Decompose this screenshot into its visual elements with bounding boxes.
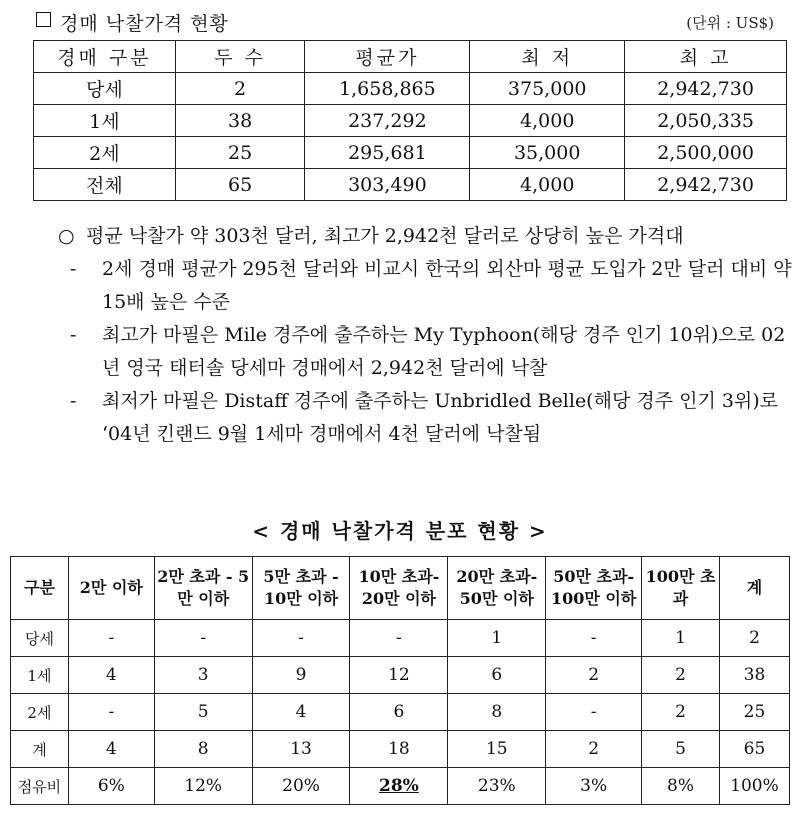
table-cell: 2: [642, 657, 720, 694]
table-cell: 38: [175, 105, 305, 137]
table-cell: 12%: [154, 768, 252, 805]
table-cell: -: [546, 694, 642, 731]
table-cell: 295,681: [305, 137, 470, 169]
column-header: 100만 초과: [642, 557, 720, 620]
bullet-main: [58, 220, 798, 253]
table-cell: 2,942,730: [625, 169, 787, 201]
distribution-table-title: < 경매 낙찰가격 분포 현황 >: [252, 519, 548, 543]
section-title: 경매 낙찰가격 현황: [60, 13, 229, 35]
summary-bullets: [58, 220, 798, 451]
row-label: 전체: [34, 169, 176, 201]
table-cell: 1: [642, 620, 720, 657]
bullet-sub-text: 최고가 마필은 Mile 경주에 출주하는 My Typhoon(해당 경주 인기 10위)으로 02년 영국 태터솔 당세마 경매에서 2,942천 달러에 낙찰: [102, 324, 786, 379]
table-cell: 8: [154, 731, 252, 768]
table-cell: 6: [350, 694, 448, 731]
table-cell: 2: [642, 694, 720, 731]
table-cell: 25: [175, 137, 305, 169]
table-cell: 25: [719, 694, 789, 731]
table-row: [34, 105, 787, 137]
table-cell: 4,000: [470, 169, 625, 201]
table-cell: 8: [448, 694, 546, 731]
table-header-row: [11, 557, 790, 620]
table-cell: 237,292: [305, 105, 470, 137]
price-distribution-table: [10, 556, 790, 805]
column-header: 구분: [11, 557, 69, 620]
table-cell: 2,500,000: [625, 137, 787, 169]
table-cell: -: [252, 620, 350, 657]
table-cell: 2: [546, 731, 642, 768]
table-cell: 38: [719, 657, 789, 694]
table-cell: 23%: [448, 768, 546, 805]
table-cell: -: [154, 620, 252, 657]
unit-label: (단위 : US$): [686, 14, 774, 32]
column-header: 2만 이하: [68, 557, 154, 620]
bullet-main-text: 평균 낙찰가 약 303천 달러, 최고가 2,942천 달러로 상당히 높은 가격대: [86, 225, 684, 247]
table-cell: 6: [448, 657, 546, 694]
column-header: 두 수: [175, 41, 305, 73]
table-cell: 18: [350, 731, 448, 768]
column-header: 최 저: [470, 41, 625, 73]
table-cell: 5: [154, 694, 252, 731]
row-label: 2세: [11, 694, 69, 731]
table-cell: 65: [719, 731, 789, 768]
table-cell: 3: [154, 657, 252, 694]
table-cell: 65: [175, 169, 305, 201]
column-header: 계: [719, 557, 789, 620]
table-cell: 20%: [252, 768, 350, 805]
dash-bullet-icon: -: [70, 258, 77, 280]
column-header: 20만 초과- 50만 이하: [448, 557, 546, 620]
column-header: 10만 초과- 20만 이하: [350, 557, 448, 620]
table-row: [11, 768, 790, 805]
circle-bullet-icon: ○: [58, 225, 75, 247]
table-cell: 12: [350, 657, 448, 694]
bullet-sub: [70, 385, 798, 451]
table-cell: 5: [642, 731, 720, 768]
table-cell: 9: [252, 657, 350, 694]
row-label: 2세: [34, 137, 176, 169]
table-cell: 4: [252, 694, 350, 731]
section-header: [30, 6, 782, 38]
row-label: 1세: [34, 105, 176, 137]
table-cell: -: [68, 694, 154, 731]
auction-price-table: [33, 40, 787, 201]
table-cell: 1,658,865: [305, 73, 470, 105]
table-cell: -: [546, 620, 642, 657]
table-cell: 303,490: [305, 169, 470, 201]
table-cell: 13: [252, 731, 350, 768]
table-row: [34, 73, 787, 105]
table-row: [11, 694, 790, 731]
column-header: 최 고: [625, 41, 787, 73]
table-cell: 4: [68, 731, 154, 768]
column-header: 5만 초과 - 10만 이하: [252, 557, 350, 620]
dash-bullet-icon: -: [70, 324, 77, 346]
table-cell: 2: [719, 620, 789, 657]
table-cell: 4: [68, 657, 154, 694]
table-cell: 3%: [546, 768, 642, 805]
column-header: 평균가: [305, 41, 470, 73]
table-cell: -: [350, 620, 448, 657]
row-label: 점유비: [11, 768, 69, 805]
table-row: [11, 731, 790, 768]
table-cell: 1: [448, 620, 546, 657]
table-cell: 2,942,730: [625, 73, 787, 105]
bullet-sub-text: 최저가 마필은 Distaff 경주에 출주하는 Unbridled Belle(해당 경주 인기 3위)로 ‘04년 킨랜드 9월 1세마 경매에서 4천 달러에 낙찰됨: [102, 390, 779, 445]
table-cell: 375,000: [470, 73, 625, 105]
column-header: 경매 구분: [34, 41, 176, 73]
table-cell: 6%: [68, 768, 154, 805]
bullet-sub: [70, 253, 798, 319]
table-cell: 2: [175, 73, 305, 105]
table-cell: 100%: [719, 768, 789, 805]
row-label: 계: [11, 731, 69, 768]
column-header: 2만 초과 - 5만 이하: [154, 557, 252, 620]
column-header: 50만 초과- 100만 이하: [546, 557, 642, 620]
dash-bullet-icon: -: [70, 390, 77, 412]
table-cell: 15: [448, 731, 546, 768]
table-header-row: [34, 41, 787, 73]
table-row: [34, 169, 787, 201]
row-label: 1세: [11, 657, 69, 694]
table-cell: 2,050,335: [625, 105, 787, 137]
table-cell: 4,000: [470, 105, 625, 137]
row-label: 당세: [34, 73, 176, 105]
table-cell: 8%: [642, 768, 720, 805]
table-row: [11, 657, 790, 694]
table-cell: 28%: [350, 768, 448, 805]
row-label: 당세: [11, 620, 69, 657]
bullet-sub: [70, 319, 798, 385]
bullet-sub-text: 2세 경매 평균가 295천 달러와 비교시 한국의 외산마 평균 도입가 2만 달러 대비 약 15배 높은 수준: [102, 258, 792, 313]
table-row: [34, 137, 787, 169]
table-row: [11, 620, 790, 657]
table-cell: -: [68, 620, 154, 657]
table-cell: 2: [546, 657, 642, 694]
table-cell: 35,000: [470, 137, 625, 169]
checkbox-square-icon: [36, 12, 51, 27]
